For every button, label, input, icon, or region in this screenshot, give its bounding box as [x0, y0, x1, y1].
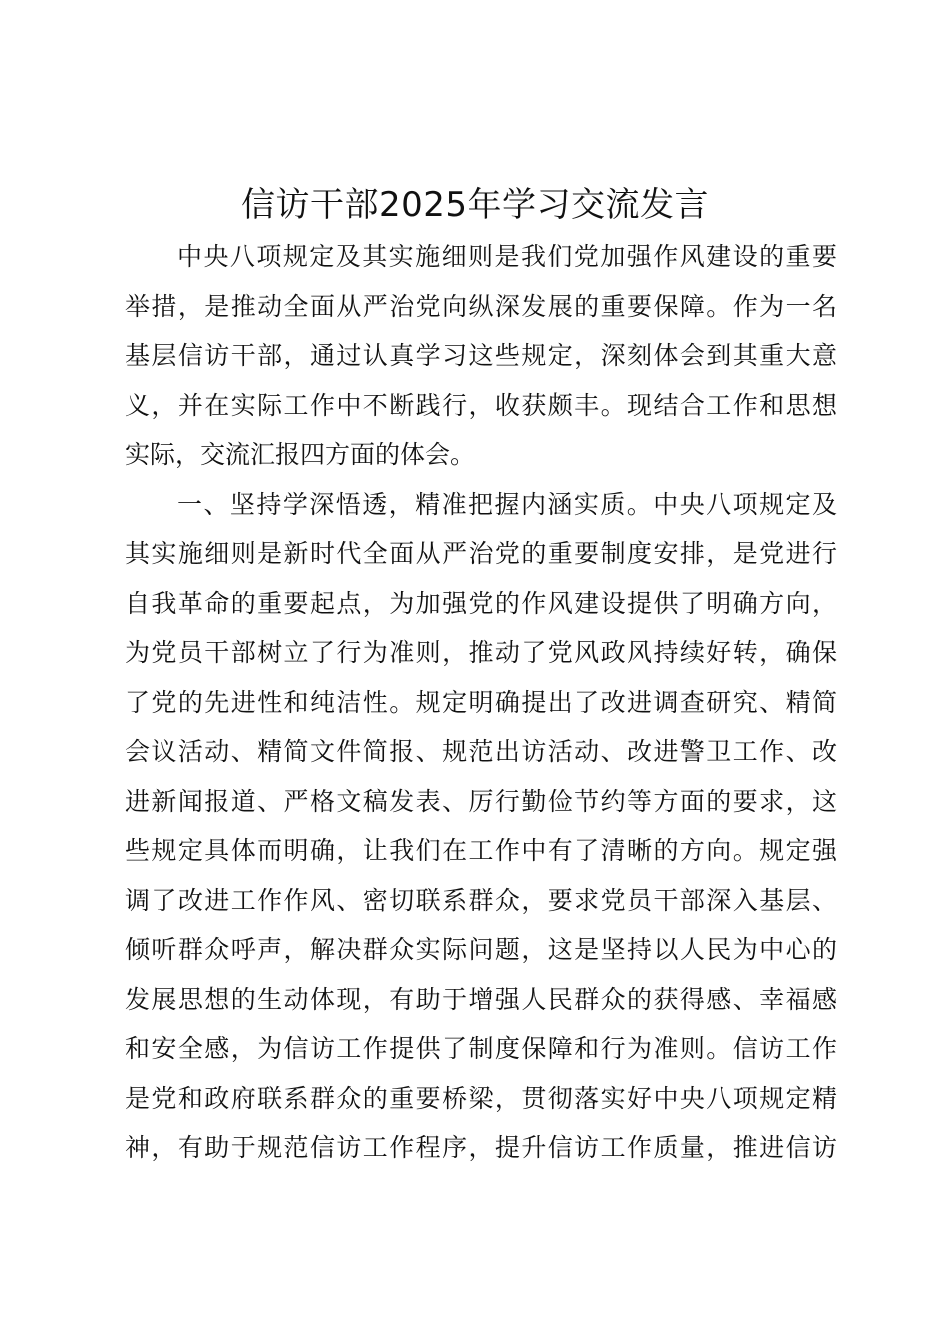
text-line: 进新闻报道、严格文稿发表、厉行勤俭节约等方面的要求，这 [125, 786, 837, 816]
text-line: 倾听群众呼声，解决群众实际问题，这是坚持以人民为中心的 [125, 935, 837, 964]
text-line: 中央八项规定及其实施细则是我们党加强作风建设的重要 [177, 242, 837, 271]
text-line: 了党的先进性和纯洁性。规定明确提出了改进调查研究、精简 [125, 687, 837, 717]
text-line: 调了改进工作作风、密切联系群众，要求党员干部深入基层、 [125, 885, 837, 915]
text-line: 一、坚持学深悟透，精准把握内涵实质。中央八项规定及 [177, 489, 837, 519]
text-line: 自我革命的重要起点，为加强党的作风建设提供了明确方向， [125, 588, 837, 618]
text-line: 义，并在实际工作中不断践行，收获颇丰。现结合工作和思想 [125, 390, 837, 420]
text-line: 为党员干部树立了行为准则，推动了党风政风持续好转，确保 [125, 638, 837, 667]
text-line: 实际，交流汇报四方面的体会。 [125, 440, 476, 469]
document-body [125, 232, 837, 1173]
text-line: 些规定具体而明确，让我们在工作中有了清晰的方向。规定强 [125, 836, 837, 865]
text-line: 发展思想的生动体现，有助于增强人民群众的获得感、幸福感 [125, 984, 837, 1014]
text-line: 基层信访干部，通过认真学习这些规定，深刻体会到其重大意 [125, 341, 837, 370]
text-line: 是党和政府联系群众的重要桥梁，贯彻落实好中央八项规定精 [125, 1083, 837, 1113]
text-line: 会议活动、精简文件简报、规范出访活动、改进警卫工作、改 [125, 737, 837, 766]
paragraph-section-one [125, 480, 837, 1173]
paragraph-intro [125, 232, 837, 480]
document-title: 信访干部2025年学习交流发言 [240, 185, 710, 225]
text-line: 神，有助于规范信访工作程序，提升信访工作质量，推进信访 [125, 1133, 837, 1162]
text-line: 举措，是推动全面从严治党向纵深发展的重要保障。作为一名 [125, 291, 837, 321]
text-line: 和安全感，为信访工作提供了制度保障和行为准则。信访工作 [125, 1034, 837, 1063]
text-line: 其实施细则是新时代全面从严治党的重要制度安排，是党进行 [125, 539, 837, 568]
